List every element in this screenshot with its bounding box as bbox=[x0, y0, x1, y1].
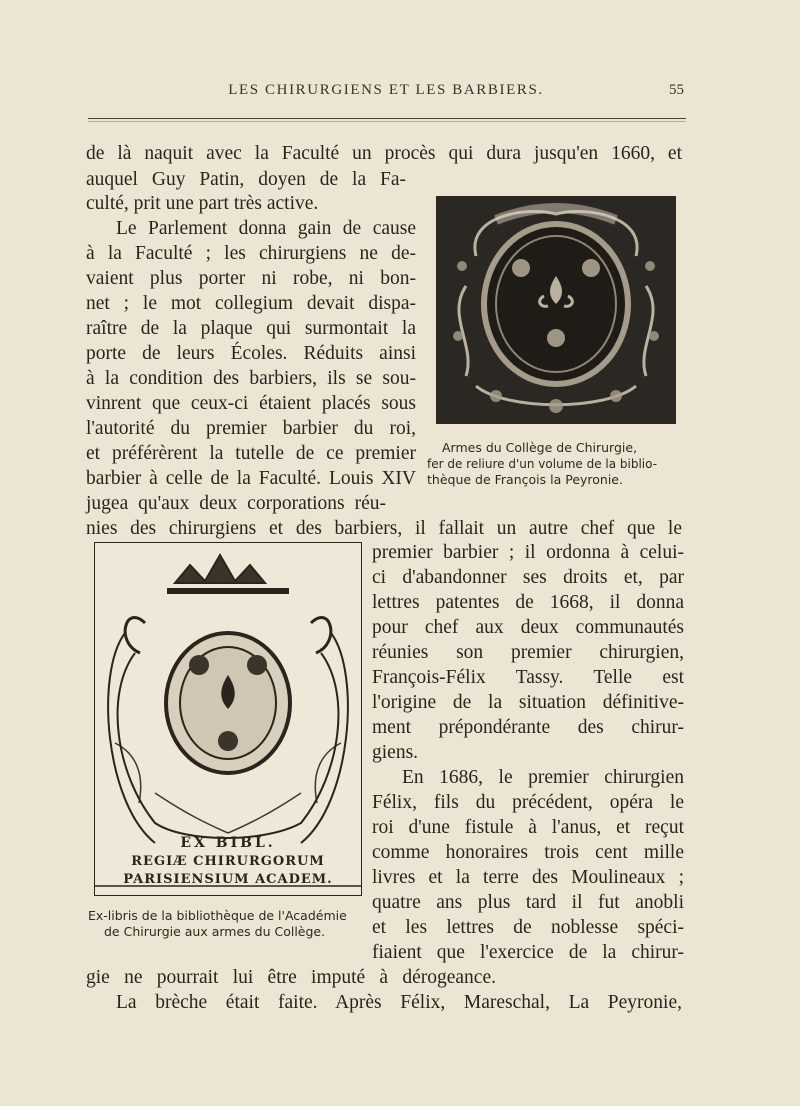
exlibris-plate-line: REGIÆ CHIRURGORUM bbox=[131, 854, 325, 869]
arms-engraving-drawing bbox=[436, 196, 676, 424]
header-rule bbox=[88, 118, 686, 119]
body-line: lettres patentes de 1668, il donna bbox=[372, 592, 684, 613]
body-line: raître de la plaque qui surmontait la bbox=[86, 318, 416, 339]
running-header bbox=[88, 82, 684, 106]
running-title: LES CHIRURGIENS ET LES BARBIERS. bbox=[228, 82, 544, 98]
exlibris-plate-line: EX BIBL. bbox=[180, 835, 276, 851]
body-line: vaient plus porter ni robe, ni bon- bbox=[86, 268, 416, 289]
body-line: l'autorité du premier barbier du roi, bbox=[86, 418, 416, 439]
body-line: et préférèrent la tutelle de ce premier bbox=[86, 443, 416, 464]
body-line: réunies son premier chirurgien, bbox=[372, 642, 684, 663]
arms-caption-line: Armes du Collège de Chirurgie, bbox=[442, 440, 638, 455]
body-line: En 1686, le premier chirurgien bbox=[402, 767, 684, 788]
exlibris-caption-line: Ex-libris de la bibliothèque de l'Académie bbox=[88, 908, 347, 923]
body-line: de là naquit avec la Faculté un procès qui dura jusqu'en 1660, et bbox=[86, 143, 682, 164]
body-line: livres et la terre des Moulineaux ; bbox=[372, 867, 684, 888]
exlibris-plate-image bbox=[94, 542, 362, 896]
exlibris-plate-line: PARISIENSIUM ACADEM. bbox=[123, 872, 333, 887]
body-line: nies des chirurgiens et des barbiers, il fallait un autre chef que le bbox=[86, 518, 682, 539]
page-number: 55 bbox=[669, 82, 684, 98]
body-line: jugea qu'aux deux corporations réu- bbox=[86, 493, 386, 514]
body-line: pour chef aux deux communautés bbox=[372, 617, 684, 638]
body-line: gie ne pourrait lui être imputé à dérogeance. bbox=[86, 967, 496, 988]
body-line: La brèche était faite. Après Félix, Mareschal, La Peyronie, bbox=[116, 992, 682, 1013]
body-line: quatre ans plus tard il fut anobli bbox=[372, 892, 684, 913]
arms-caption-line: fer de reliure d'un volume de la biblio- bbox=[427, 457, 658, 471]
body-line: à la Faculté ; les chirurgiens ne de- bbox=[86, 243, 416, 264]
body-line: premier barbier ; il ordonna à celui- bbox=[372, 542, 684, 563]
body-line: et les lettres de noblesse spéci- bbox=[372, 917, 684, 938]
body-line: barbier à celle de la Faculté. Louis XIV bbox=[86, 468, 416, 489]
arms-caption-line: thèque de François la Peyronie. bbox=[427, 472, 623, 487]
body-line: culté, prit une part très active. bbox=[86, 193, 319, 214]
arms-engraving-image bbox=[436, 196, 676, 424]
body-line: roi d'une fistule à l'anus, et reçut bbox=[372, 817, 684, 838]
body-line: auquel Guy Patin, doyen de la Fa- bbox=[86, 169, 406, 190]
body-line: à la condition des barbiers, ils se sou- bbox=[86, 368, 416, 389]
body-line: l'origine de la situation définitive- bbox=[372, 692, 684, 713]
exlibris-caption-line: de Chirurgie aux armes du Collège. bbox=[104, 924, 326, 939]
body-line: fiaient que l'exercice de la chirur- bbox=[372, 942, 684, 963]
body-line: Le Parlement donna gain de cause bbox=[116, 218, 416, 239]
body-line: net ; le mot collegium devait dispa- bbox=[86, 293, 416, 314]
header-rule-shadow bbox=[88, 121, 686, 122]
body-line: giens. bbox=[372, 742, 419, 763]
body-line: ment prépondérante des chirur- bbox=[372, 717, 684, 738]
body-line: ci d'abandonner ses droits et, par bbox=[372, 567, 684, 588]
body-line: porte de leurs Écoles. Réduits ainsi bbox=[86, 343, 416, 364]
body-line: François-Félix Tassy. Telle est bbox=[372, 667, 684, 688]
body-line: comme honoraires trois cent mille bbox=[372, 842, 684, 863]
body-line: vinrent que ceux-ci étaient placés sous bbox=[86, 393, 416, 414]
body-line: Félix, fils du précédent, opéra le bbox=[372, 792, 684, 813]
